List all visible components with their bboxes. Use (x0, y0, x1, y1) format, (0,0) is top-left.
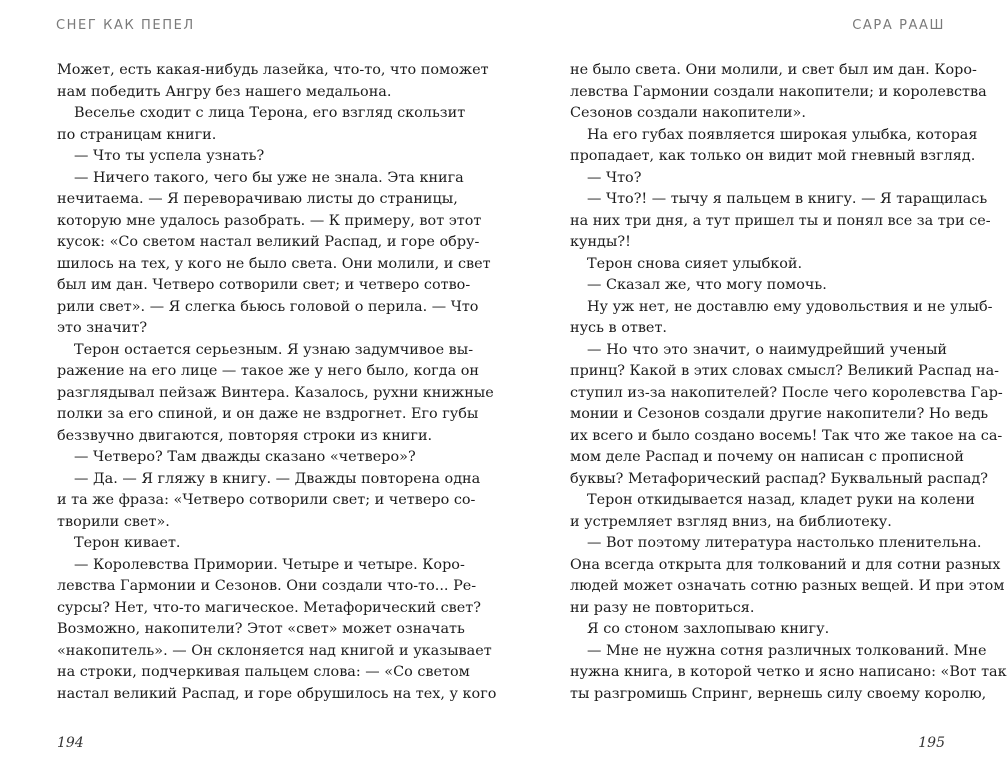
text-line: на строки, подчеркивая пальцем слова: — «Со светом (57, 664, 470, 680)
text-line: Терон остается серьезным. Я узнаю задумчивое вы- (74, 341, 474, 358)
text-line: был им дан. Четверо сотворили свет; и четверо сотво- (57, 277, 471, 293)
text-line: кусок: «Со светом настал великий Распад, и горе обру- (57, 234, 480, 250)
text-line: настал великий Распад, и горе обрушилось на тех, у кого (57, 685, 497, 702)
text-line: монии и Сезонов создали другие накопители? Но ведь (570, 406, 989, 422)
text-line: — Королевства Примории. Четыре и четыре. Коро- (74, 556, 465, 573)
text-line: ступил из-за накопителей? После чего королевства Гар- (570, 384, 1003, 401)
text-line: полки за его спиной, и он даже не вздрогнет. Его губы (57, 406, 479, 422)
text-line: «накопитель». — Он склоняется над книгой и указывает (57, 642, 492, 659)
text-line: — Четверо? Там дважды сказано «четверо»? (74, 449, 416, 465)
text-line: буквы? Метафорический распад? Буквальный распад? (570, 470, 989, 487)
text-line: кунды?! (570, 234, 631, 250)
text-line: — Что ты успела узнать? (74, 148, 265, 164)
text-line: Терон кивает. (74, 535, 181, 551)
page-number: 195 (918, 735, 945, 751)
text-line: — Что?! — тычу я пальцем в книгу. — Я таращилась (587, 191, 988, 207)
text-line: Терон откидывается назад, кладет руки на колени (587, 492, 975, 508)
text-line: Сезонов создали накопители». (570, 105, 806, 121)
text-line: — Что? (587, 169, 642, 186)
text-line: нечитаема. — Я переворачиваю листы до страницы, (57, 191, 458, 207)
left-page (0, 0, 500, 781)
text-line: левства Гармонии и Сезонов. Они создали что-то... Ре- (57, 578, 477, 594)
text-line: людей может означать сотню разных вещей. И при этом (570, 578, 1005, 594)
text-line: ни разу не повториться. (570, 599, 755, 616)
text-line: это значит? (57, 320, 148, 336)
running-head-title: СНЕГ КАК ПЕПЕЛ (56, 18, 195, 33)
text-line: ты разгромишь Спринг, вернешь силу своему королю, (570, 685, 987, 702)
text-line: — Вот поэтому литература настолько пленительна. (587, 535, 982, 551)
page-number: 194 (57, 735, 84, 751)
right-page-text (570, 60, 1007, 705)
text-line: и устремляет взгляд вниз, на библиотеку. (570, 513, 892, 530)
text-line: и та же фраза: «Четверо сотворили свет; и четверо со- (57, 492, 476, 508)
text-line: их всего и было создано восемь! Так что же такое на са- (570, 427, 1003, 444)
text-line: нам победить Ангру без нашего медальона. (57, 83, 392, 100)
left-page-text (57, 60, 497, 705)
text-line: рили свет». — Я слегка бьюсь головой о перила. — Что (57, 298, 479, 315)
text-line: ражение на его лице — такое же у него было, когда он (57, 363, 479, 379)
text-line: — Да. — Я гляжу в книгу. — Дважды повторена одна (74, 470, 481, 487)
running-head-author: САРА РААШ (852, 18, 945, 33)
text-line: сурсы? Нет, что-то магическое. Метафорический свет? (57, 599, 481, 616)
text-line: которую мне удалось разобрать. — К примеру, вот этот (57, 212, 482, 229)
text-line: Ну уж нет, не доставлю ему удовольствия и не улыб- (587, 298, 993, 315)
text-line: разглядывал пейзаж Винтера. Казалось, рухни книжные (57, 384, 494, 401)
text-line: — Но что это значит, о наимудрейший ученый (587, 341, 947, 358)
text-line: — Ничего такого, чего бы уже не знала. Эта книга (74, 169, 464, 186)
text-line: принц? Какой в этих словах смысл? Великий Распад на- (570, 363, 1000, 379)
text-line: на них три дня, а тут пришел ты и понял все за три се- (570, 212, 991, 229)
text-line: беззвучно двигаются, повторяя строки из книги. (57, 427, 433, 444)
text-line: нусь в ответ. (570, 320, 667, 336)
text-line: левства Гармонии создали накопители; и королевства (570, 83, 987, 100)
text-line: не было света. Они молили, и свет был им дан. Коро- (570, 62, 977, 78)
text-line: На его губах появляется широкая улыбка, которая (587, 126, 978, 143)
text-line: Веселье сходит с лица Терона, его взгляд скользит (74, 105, 466, 121)
text-line: по страницам книги. (57, 126, 217, 143)
text-line: творили свет». (57, 513, 170, 530)
text-line: нужна книга, в которой четко и ясно написано: «Вот так (570, 664, 1007, 680)
right-page (500, 0, 1007, 781)
text-line: Она всегда открыта для толкований и для сотни разных (570, 556, 1001, 573)
text-line: — Мне не нужна сотня различных толкований. Мне (587, 642, 987, 659)
text-line: — Сказал же, что могу помочь. (587, 277, 827, 293)
text-line: пропадает, как только он видит мой гневный взгляд. (570, 148, 976, 164)
text-line: шилось на тех, у кого не было света. Они молили, и свет (57, 255, 491, 272)
text-line: Терон снова сияет улыбкой. (587, 255, 803, 272)
text-line: мом деле Распад и почему он написан с прописной (570, 449, 965, 465)
text-line: Может, есть какая-нибудь лазейка, что-то, что поможет (57, 62, 489, 78)
text-line: Возможно, накопители? Этот «свет» может означать (57, 621, 465, 637)
text-line: Я со стоном захлопываю книгу. (587, 621, 830, 637)
